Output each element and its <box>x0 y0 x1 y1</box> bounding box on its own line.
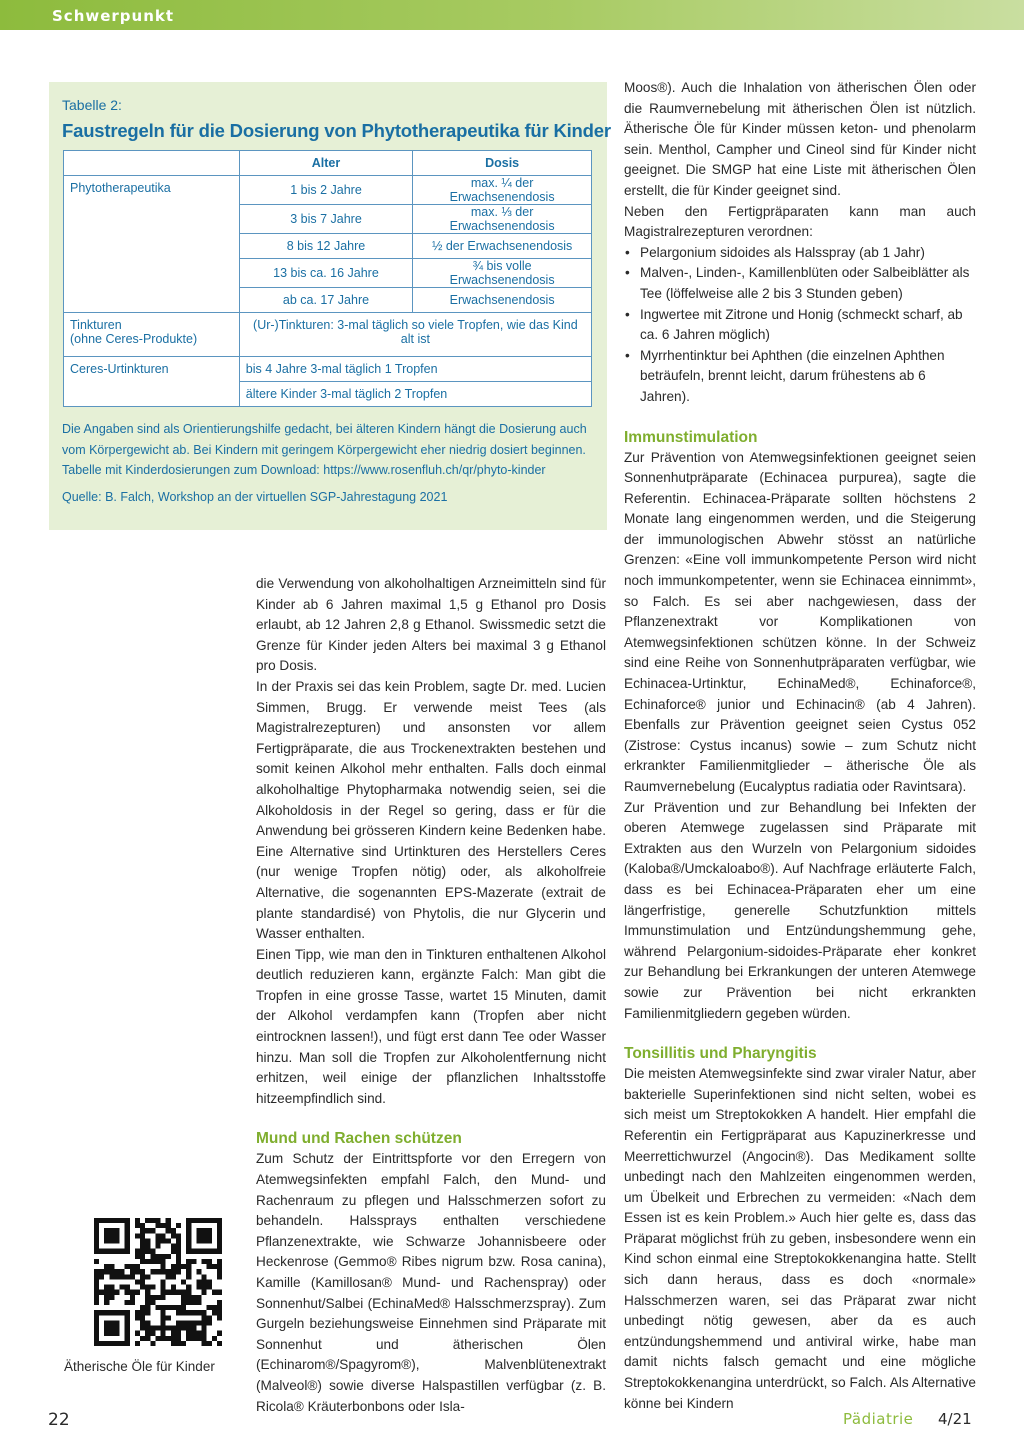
bullet-list <box>624 243 976 408</box>
table-title: Faustregeln für die Dosierung von Phytotherapeutika für Kinder <box>62 120 611 141</box>
list-item: • Pelargonium sidoides als Halsspray (ab 1 Jahr) <box>624 243 976 264</box>
row-label-tinct-line1: Tinkturen <box>70 318 122 332</box>
subheading-mund: Mund und Rachen schützen <box>256 1130 462 1148</box>
table-cell-age: ab ca. 17 Jahre <box>239 288 412 313</box>
col-header-age: Alter <box>239 151 412 176</box>
table-header-row <box>64 151 592 176</box>
page-number: 22 <box>48 1410 70 1430</box>
table-cell-tinct: (Ur-)Tinkturen: 3-mal täglich so viele Tropfen, wie das Kind alt ist <box>239 313 591 357</box>
article-column-left <box>256 574 606 1417</box>
paragraph: Zum Schutz der Eintrittspforte vor den Erregern von Atemwegsinfekten empfahl Falch, den Mund- und Rachenraum zu pflegen und Halsschmerzen sofort zu behandeln. Halssprays enthalten verschiedene Pflanzenextrakte, wie Schwarze Johannisbeere oder Heckenrose (Gemmo® Ribes nigrum bzw. Rosa canina), Kamille (Kamillosan® Mund- und Rachenspray) oder Sonnenhut/Salbei (EchinaMed® Halsschmerzspray). Zum Gurgeln beziehungsweise Einnehmen sind Präparate mit Sonnenhut und ätherischen Ölen (Echinarom®/Spagyrom®), Malvenblütenextrakt (Malveol®) sowie diverse Halspastillen verfügbar (z. B. Ricola® Kräuterbonbons oder Isla- <box>256 1151 606 1414</box>
table-cell-ceres-2: ältere Kinder 3-mal täglich 2 Tropfen <box>239 382 591 407</box>
paragraph: In der Praxis sei das kein Problem, sagte Dr. med. Lucien Simmen, Brugg. Er verwende meist Tees (als Magistralrezepturen) und ansonsten vor allem Fertigpräparate, die aus Trockenextrakten bestehen und somit keinen Alkohol mehr enthalten. Falls doch einmal alkoholhaltige Phytopharmaka notwendig seien, sei die Alkoholdosis in der Regel so gering, dass er für die Anwendung bei grösseren Kindern keine Bedenken habe. Eine Alternative sind Urtinkturen des Herstellers Ceres (nur wenige Tropfen nötig) oder, als alkoholfreie Alternative, die sogenannten EPS-Mazerate (extrait de plante standardisé) von Phytolis, die nur Glycerin und Wasser enthalten. <box>256 678 606 942</box>
row-label-phyto: Phytotherapeutika <box>64 176 240 313</box>
subheading-immun: Immunstimulation <box>624 428 758 446</box>
table-cell-dose: max. ¼ der Erwachsenendosis <box>413 176 592 205</box>
row-label-tinct-line2: (ohne Ceres-Produkte) <box>70 332 198 346</box>
table-source: Quelle: B. Falch, Workshop an der virtuellen SGP-Jahrestagung 2021 <box>62 490 448 504</box>
paragraph: Die meisten Atemwegsinfekte sind zwar viraler Natur, aber bakterielle Superinfektionen sind nicht selten, wobei es sich meist um Streptokokken A handelt. Hier empfahl die Referentin ein Fertigpräparat aus Kapuzinerkresse und Meerrettichwurzel (Angocin®). Das Medikament sollte unbedingt nach den Mahlzeiten eingenommen werden, um Übelkeit und Erbrechen zu vermeiden: «Nach dem Essen ist es kein Problem.» Auch hier gelte es, dass das Präparat möglichst früh zu geben, insbesondere wenn ein Kind schon einmal eine Streptokokkenangina hatte. Stellt sich dann heraus, dass es doch «normale» Halsschmerzen waren, sei das Präparat zwar nicht unbedingt nötig gewesen, aber da es auch entzündungshemmend und antiviral wirke, habe man damit nichts falsch gemacht und eine mögliche Streptokokkenangina unterdrückt, so Falch. Als Alternative könne bei Kindern <box>624 1066 976 1411</box>
table-cell-ceres-1: bis 4 Jahre 3-mal täglich 1 Tropfen <box>239 357 591 382</box>
list-item: • Malven-, Linden-, Kamillenblüten oder Salbeiblätter als Tee (löffelweise alle 2 bis 3 Stunden geben) <box>624 263 976 304</box>
paragraph: Moos®). Auch die Inhalation von ätherischen Ölen oder die Raumvernebelung mit ätherischen Ölen ist nützlich. Ätherische Öle für Kinder müssen keton- und phenolarm sein. Menthol, Campher und Cineol sind für Kinder nicht geeignet. Die SMGP hat eine Liste mit ätherischen Ölen erstellt, die für Kinder geeignet sind. <box>624 80 976 198</box>
table-row <box>64 176 592 205</box>
subheading-tonsil: Tonsillitis und Pharyngitis <box>624 1045 817 1063</box>
row-label-ceres: Ceres-Urtinkturen <box>64 357 240 407</box>
table-row <box>64 357 592 382</box>
table-cell-age: 8 bis 12 Jahre <box>239 234 412 259</box>
paragraph: die Verwendung von alkoholhaltigen Arzneimitteln sind für Kinder ab 6 Jahren maximal 1,5 g Ethanol pro Dosis erlaubt, ab 12 Jahren 2,8 g Ethanol. Swissmedic setzt die Grenze für Kinder jeden Alters bei maximal 3 g Ethanol pro Dosis. <box>256 576 606 674</box>
paragraph: Zur Prävention von Atemwegsinfektionen geeignet seien Sonnenhutpräparate (Echinacea purpurea), sagte die Referentin. Echinacea-Präparate sollten höchstens 2 Monate lang eingenommen werden, und die Steigerung der immunologischen Abwehr stösst an natürliche Grenzen: «Eine voll immunkompetente Person wird nicht noch immunkompetenter, wenn sie Echinacea einnimmt», so Falch. Es sei aber nachgewiesen, dass der Pflanzenextrakt vor Komplikationen von Atemwegsinfektionen schützen könne. In der Schweiz sind eine Reihe von Sonnenhutpräparaten verfügbar, wie Echinacea-Urtinktur, EchinaMed®, Echinaforce®, Echinaforce® junior und Echinacin® (ab 4 Jahren). Ebenfalls zur Prävention geeignet seien Cystus 052 (Zistrose: Cystus incanus) sowie – zum Schutz nicht erkrankter Familienmitglieder – ätherische Öle als Raumvernebelung (Eucalyptus radiatia oder Ravintsara). <box>624 449 976 794</box>
qr-caption: Ätherische Öle für Kinder <box>64 1359 215 1374</box>
paragraph: Zur Prävention und zur Behandlung bei Infekten der oberen Atemwege zugelassen sind Präparate mit Extrakten aus den Wurzeln von Pelargonium sidoides (Kaloba®/Umckaloabo®). Auf Nachfrage erläuterte Falch, dass es bei Echinacea-Präparaten eher um eine längerfristige, generelle Schutzfunktion mittels Immunstimulation und Entzündungshemmung gehe, während Pelargonium-sidoides-Präparate eher konkret zur Behandlung bei Erkrankungen der unteren Atemwege sowie zur Prävention bei nicht erkrankten Familienmitgliedern gegeben würden. <box>624 799 976 1021</box>
row-label-tinct <box>64 313 240 357</box>
paragraph: Einen Tipp, wie man den in Tinkturen enthaltenen Alkohol deutlich reduzieren kann, ergänzte Falch: Man gibt die Tropfen in eine grosse Tasse, wartet 15 Minuten, damit der Alkohol verdampfen kann (Tropfen aber nicht eintrocknen lassen!), und fügt erst dann Tee oder Wasser hinzu. Man soll die Tropfen zur Alkoholentfernung nicht erhitzen, weil einige der pflanzlichen Inhaltsstoffe hitzeempfindlich sind. <box>256 946 606 1106</box>
table-cell-age: 1 bis 2 Jahre <box>239 176 412 205</box>
article-column-right <box>624 78 976 1414</box>
table-cell-dose: ¾ bis volle Erwachsenendosis <box>413 259 592 288</box>
table-cell-dose: max. ⅓ der Erwachsenendosis <box>413 205 592 234</box>
table-note: Die Angaben sind als Orientierungshilfe gedacht, bei älteren Kindern hängt die Dosierung auch vom Körpergewicht ab. Bei Kindern mit geringem Körpergewicht eher niedrig dosiert beginnen. Tabelle mit Kinderdosierungen zum Download: https://www.rosenfluh.ch/qr/phyto-kinder <box>62 422 587 477</box>
list-item: • Myrrhentinktur bei Aphthen (die einzelnen Aphthen beträufeln, brennt leicht, darum frühestens ab 6 Jahren). <box>624 346 976 408</box>
table-cell-dose: ½ der Erwachsenendosis <box>413 234 592 259</box>
list-item: • Ingwertee mit Zitrone und Honig (schmeckt scharf, ab ca. 6 Jahren möglich) <box>624 305 976 346</box>
table-cell-dose: Erwachsenendosis <box>413 288 592 313</box>
table-cell-age: 13 bis ca. 16 Jahre <box>239 259 412 288</box>
dosage-table <box>63 150 592 407</box>
table-row <box>64 313 592 357</box>
section-title: Schwerpunkt <box>52 7 175 25</box>
paragraph: Neben den Fertigpräparaten kann man auch Magistralrezepturen verordnen: <box>624 203 976 240</box>
qr-code-icon[interactable] <box>94 1218 222 1346</box>
col-header-dose: Dosis <box>413 151 592 176</box>
footer-magazine: Pädiatrie <box>843 1410 914 1428</box>
section-header-bar <box>0 0 1024 30</box>
table-corner <box>64 151 240 176</box>
table-kicker: Tabelle 2: <box>62 97 122 113</box>
footer-issue: 4/21 <box>938 1410 972 1428</box>
table-cell-age: 3 bis 7 Jahre <box>239 205 412 234</box>
